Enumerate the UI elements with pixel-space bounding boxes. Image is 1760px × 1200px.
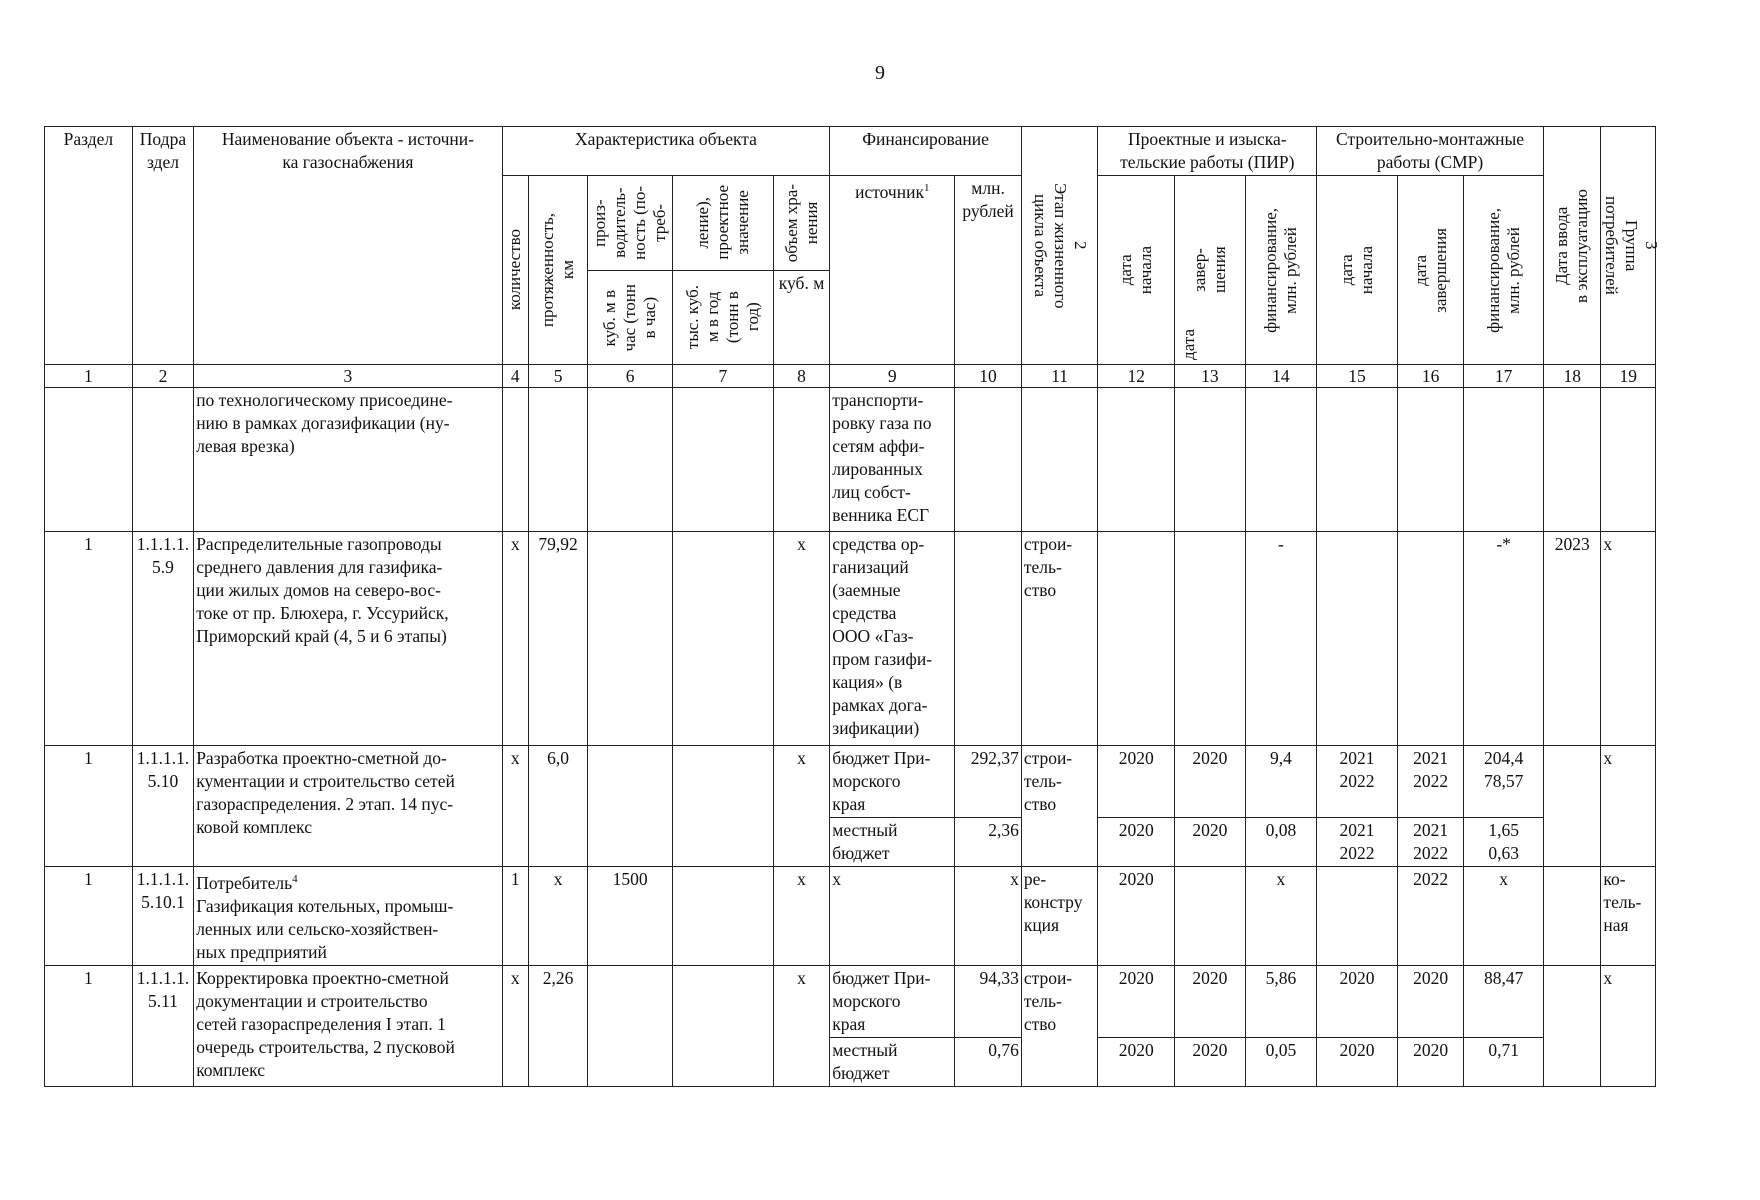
cell-smr-end: 2020 bbox=[1397, 1037, 1464, 1086]
cell-pir-start: 2020 bbox=[1098, 965, 1175, 1037]
cell-stage: строи- тель- ство bbox=[1021, 532, 1098, 746]
cell-smr-financing: -* bbox=[1464, 532, 1544, 746]
header-pir: Проектные и изыска- тельские работы (ПИР) bbox=[1098, 127, 1317, 176]
col-num: 19 bbox=[1601, 365, 1656, 388]
cell-pir-start: 2020 bbox=[1098, 1037, 1175, 1086]
cell-podrazdel bbox=[132, 388, 193, 532]
header-source: источник$^1$ bbox=[830, 176, 955, 365]
cell-storage: x bbox=[773, 532, 829, 746]
header-lifecycle: Этап жизненного цикла объекта 2 bbox=[1021, 127, 1098, 365]
cell-storage: x bbox=[773, 965, 829, 1086]
cell-length: 2,26 bbox=[528, 965, 587, 1086]
cell-quantity: x bbox=[502, 965, 528, 1086]
cell-podrazdel: 1.1.1.1. 5.9 bbox=[132, 532, 193, 746]
cell-name: Корректировка проектно-сметной документации и строительство сетей газораспределения I этап. 1 очередь строительства, 2 пусковой комплекс bbox=[194, 965, 502, 1086]
cell-smr-financing: 88,47 bbox=[1464, 965, 1544, 1037]
cell-stage: ре- констру кция bbox=[1021, 867, 1098, 966]
cell-smr-financing: x bbox=[1464, 867, 1544, 966]
header-smr-date-start: дата начала bbox=[1317, 176, 1398, 365]
page-number: 9 bbox=[875, 62, 885, 84]
cell-name: по технологическому присоедине- нию в рамках догазификации (ну- левая врезка) bbox=[194, 388, 502, 532]
cell-smr-financing: 204,4 78,57 bbox=[1464, 746, 1544, 818]
col-num: 18 bbox=[1543, 365, 1600, 388]
cell-commission: 2023 bbox=[1543, 532, 1600, 746]
cell-pir-financing: x bbox=[1245, 867, 1317, 966]
cell-razdel: 1 bbox=[45, 867, 133, 966]
cell-name: Распределительные газопроводы среднего давления для газифика- ции жилых домов на северо-вос- токе от пр. Блюхера, г. Уссурийск, Приморский край (4, 5 и 6 этапы) bbox=[194, 532, 502, 746]
col-num: 4 bbox=[502, 365, 528, 388]
cell-source: средства ор- ганизаций (заемные средства ООО «Газ- пром газифи- кация» (в рамках дога- зификации) bbox=[830, 532, 955, 746]
col-num: 9 bbox=[830, 365, 955, 388]
cell-mln: 94,33 bbox=[955, 965, 1022, 1037]
cell-pir-financing: 0,05 bbox=[1245, 1037, 1317, 1086]
header-pir-financing: финансирование, млн. рублей bbox=[1245, 176, 1317, 365]
col-num: 13 bbox=[1175, 365, 1246, 388]
cell-mln: 2,36 bbox=[955, 818, 1022, 867]
cell-smr-start: 2021 2022 bbox=[1317, 746, 1398, 818]
cell-pir-financing: 9,4 bbox=[1245, 746, 1317, 818]
col-num: 5 bbox=[528, 365, 587, 388]
cell-storage: x bbox=[773, 867, 829, 966]
header-capacity-value: ление), проектное значение bbox=[673, 176, 774, 271]
cell-length: x bbox=[528, 867, 587, 966]
cell-name: Потребитель$^4$ Газификация котельных, промыш- ленных или сельско-хозяйствен- ных предприятий bbox=[194, 867, 502, 966]
col-num: 10 bbox=[955, 365, 1022, 388]
cell-storage: x bbox=[773, 746, 829, 867]
header-storage: объем хра- нения bbox=[773, 176, 829, 271]
cell-razdel bbox=[45, 388, 133, 532]
col-num: 16 bbox=[1397, 365, 1464, 388]
col-num: 7 bbox=[673, 365, 774, 388]
cell-podrazdel: 1.1.1.1. 5.11 bbox=[132, 965, 193, 1086]
cell-length: 6,0 bbox=[528, 746, 587, 867]
cell-pir-start: 2020 bbox=[1098, 746, 1175, 818]
cell-pir-financing: 5,86 bbox=[1245, 965, 1317, 1037]
cell-razdel: 1 bbox=[45, 965, 133, 1086]
gas-objects-table bbox=[44, 126, 1662, 1087]
cell-quantity: x bbox=[502, 532, 528, 746]
cell-pir-start: 2020 bbox=[1098, 818, 1175, 867]
header-smr-financing: финансирование, млн. рублей bbox=[1464, 176, 1544, 365]
cell-mln: x bbox=[955, 867, 1022, 966]
col-num: 15 bbox=[1317, 365, 1398, 388]
cell-smr-end: 2022 bbox=[1397, 867, 1464, 966]
cell-smr-start: 2020 bbox=[1317, 1037, 1398, 1086]
cell-quantity: x bbox=[502, 746, 528, 867]
header-per-year: тыс. куб. м в год (тонн в год) bbox=[673, 270, 774, 365]
table-row bbox=[45, 965, 1656, 1037]
header-characteristic: Характеристика объекта bbox=[502, 127, 830, 176]
col-num: 2 bbox=[132, 365, 193, 388]
table-row bbox=[45, 746, 1656, 818]
cell-pir-financing: - bbox=[1245, 532, 1317, 746]
cell-smr-start: 2020 bbox=[1317, 965, 1398, 1037]
header-name: Наименование объекта - источни- ка газоснабжения bbox=[194, 127, 502, 365]
header-podrazdel: Подра здел bbox=[132, 127, 193, 365]
cell-mln: 0,76 bbox=[955, 1037, 1022, 1086]
col-num: 11 bbox=[1021, 365, 1098, 388]
cell-per-hour: 1500 bbox=[588, 867, 673, 966]
header-row bbox=[45, 127, 1656, 176]
col-num: 3 bbox=[194, 365, 502, 388]
cell-source: x bbox=[830, 867, 955, 966]
cell-stage: строи- тель- ство bbox=[1021, 746, 1098, 867]
cell-smr-end: 2020 bbox=[1397, 965, 1464, 1037]
cell-stage: строи- тель- ство bbox=[1021, 965, 1098, 1086]
cell-podrazdel: 1.1.1.1. 5.10 bbox=[132, 746, 193, 867]
header-cubic-m: куб. м bbox=[773, 270, 829, 365]
cell-pir-end: 2020 bbox=[1175, 818, 1246, 867]
cell-smr-end: 2021 2022 bbox=[1397, 818, 1464, 867]
cell-pir-end: 2020 bbox=[1175, 1037, 1246, 1086]
cell-pir-end: 2020 bbox=[1175, 965, 1246, 1037]
header-commission: Дата ввода в эксплуатацию bbox=[1543, 127, 1600, 365]
cell-group: x bbox=[1601, 532, 1656, 746]
col-num: 1 bbox=[45, 365, 133, 388]
col-num: 8 bbox=[773, 365, 829, 388]
col-num: 12 bbox=[1098, 365, 1175, 388]
cell-smr-financing: 1,65 0,63 bbox=[1464, 818, 1544, 867]
cell-group: ко- тель- ная bbox=[1601, 867, 1656, 966]
cell-quantity: 1 bbox=[502, 867, 528, 966]
header-per-hour: куб. м в час (тонн в час) bbox=[588, 270, 673, 365]
cell-smr-end: 2021 2022 bbox=[1397, 746, 1464, 818]
header-financing: Финансирование bbox=[830, 127, 1022, 176]
cell-smr-financing: 0,71 bbox=[1464, 1037, 1544, 1086]
column-numbers-row bbox=[45, 365, 1656, 388]
header-pir-date-start: дата начала bbox=[1098, 176, 1175, 365]
header-consumer-group: Группа потребителей 3 bbox=[1601, 127, 1656, 365]
header-pir-date-end: завер- шения дата bbox=[1175, 176, 1246, 365]
cell-length: 79,92 bbox=[528, 532, 587, 746]
cell-source: местный бюджет bbox=[830, 818, 955, 867]
cell-group: x bbox=[1601, 746, 1656, 867]
cell-source: транспорти- ровку газа по сетям аффи- лированных лиц собст- венника ЕСГ bbox=[830, 388, 955, 532]
cell-podrazdel: 1.1.1.1. 5.10.1 bbox=[132, 867, 193, 966]
cell-source: бюджет При- морского края bbox=[830, 746, 955, 818]
col-num: 14 bbox=[1245, 365, 1317, 388]
header-smr-date-end: дата завершения bbox=[1397, 176, 1464, 365]
cell-mln: 292,37 bbox=[955, 746, 1022, 818]
table-row bbox=[45, 532, 1656, 746]
col-num: 17 bbox=[1464, 365, 1544, 388]
table-row bbox=[45, 867, 1656, 966]
cell-razdel: 1 bbox=[45, 532, 133, 746]
cell-pir-financing: 0,08 bbox=[1245, 818, 1317, 867]
cell-pir-start: 2020 bbox=[1098, 867, 1175, 966]
header-mln-rub: млн. рублей bbox=[955, 176, 1022, 365]
header-quantity: количество bbox=[502, 176, 528, 365]
cell-source: местный бюджет bbox=[830, 1037, 955, 1086]
header-smr: Строительно-монтажные работы (СМР) bbox=[1317, 127, 1544, 176]
header-capacity: произ- водитель- ность (по- треб- bbox=[588, 176, 673, 271]
cell-source: бюджет При- морского края bbox=[830, 965, 955, 1037]
cell-group: x bbox=[1601, 965, 1656, 1086]
cell-name: Разработка проектно-сметной до- кументации и строительство сетей газораспределения. 2 этап. 14 пус- ковой комплекс bbox=[194, 746, 502, 867]
col-num: 6 bbox=[588, 365, 673, 388]
table-row bbox=[45, 388, 1656, 532]
cell-razdel: 1 bbox=[45, 746, 133, 867]
cell-smr-start: 2021 2022 bbox=[1317, 818, 1398, 867]
header-length: протяженность, км bbox=[528, 176, 587, 365]
header-razdel: Раздел bbox=[45, 127, 133, 365]
cell-pir-end: 2020 bbox=[1175, 746, 1246, 818]
